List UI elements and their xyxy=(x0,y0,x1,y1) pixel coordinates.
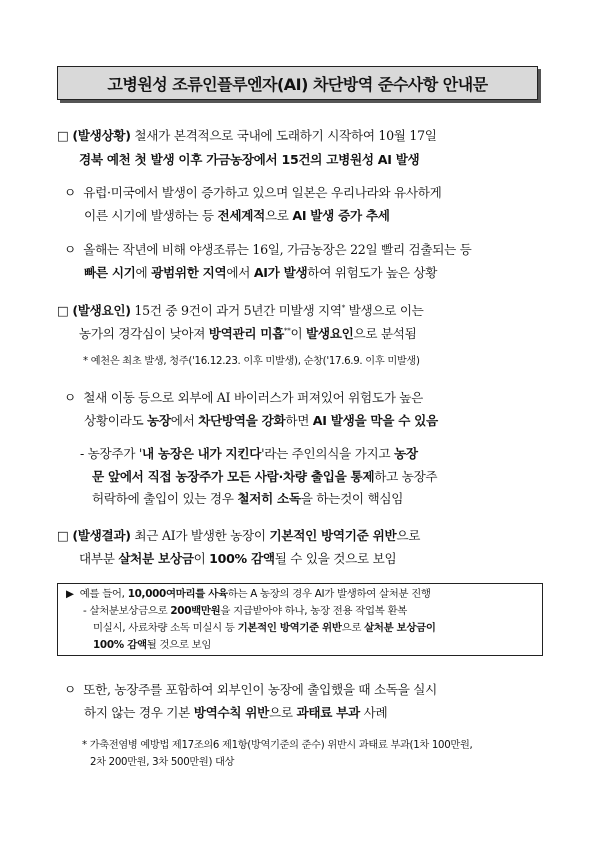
section-marker: □ xyxy=(57,128,69,143)
bullet-early-line2 xyxy=(84,264,437,281)
section-label: (발생결과) xyxy=(72,528,131,543)
text-bold: 광범위한 지역 xyxy=(151,265,227,280)
text: 미실시, 사료차량 소독 미실시 등 xyxy=(93,622,238,634)
text: 으로 xyxy=(269,705,297,720)
bullet-marker: ㅇ xyxy=(64,682,76,697)
bullet-marker: ㅇ xyxy=(64,390,76,405)
text: 사례 xyxy=(359,705,388,720)
text-bold: 기본적인 방역기준 위반 xyxy=(269,528,397,543)
text: 에서 xyxy=(226,265,254,280)
example-line4 xyxy=(93,637,211,653)
bullet-text: 유럽·미국에서 발생이 증가하고 있으며 일본은 우리나라와 유사하게 xyxy=(83,185,442,200)
dash-owner-line1 xyxy=(80,445,418,462)
text: 상황이라도 xyxy=(84,413,148,428)
section-result-line2 xyxy=(79,550,396,567)
text: 허락하에 출입이 있는 경우 xyxy=(92,491,238,506)
text: 을 지급받아야 하나, 농장 전용 작업복 환복 xyxy=(220,605,407,617)
footnote-mark: ** xyxy=(284,327,291,335)
bullet-penalty-line2 xyxy=(84,704,387,721)
law-footnote-line1: * 가축전염병 예방법 제17조의6 제1항(방역기준의 준수) 위반시 과태료 부과(1차 100만원, xyxy=(82,740,473,751)
text: '라는 주인의식을 가지고 xyxy=(261,446,394,461)
text: 될 수 있을 것으로 보임 xyxy=(274,551,397,566)
text: 농가의 경각심이 낮아져 xyxy=(79,326,209,341)
bullet-early-line1 xyxy=(64,241,472,258)
text: 으로 분석됨 xyxy=(353,326,417,341)
text-bold: 100% 감액 xyxy=(209,551,275,566)
text-bold: AI 발생을 막을 수 있음 xyxy=(312,413,438,428)
text: 에서 xyxy=(170,413,199,428)
text-bold: 200백만원 xyxy=(170,605,221,617)
text-bold: 철저히 소독 xyxy=(237,491,301,506)
law-footnote-line2: 2차 200만원, 3차 500만원) 대상 xyxy=(90,757,235,768)
text: 농장주가 ' xyxy=(87,446,143,461)
text-bold: 문 앞에서 직접 농장주가 모든 사람·차량 출입을 통제 xyxy=(92,469,375,484)
bullet-marker: ㅇ xyxy=(64,185,76,200)
bullet-marker: ㅇ xyxy=(64,242,76,257)
cause-footnote: * 예천은 최초 발생, 청주('16.12.23. 이후 미발생), 순창('17.6.9. 이후 미발생) xyxy=(83,356,420,367)
text-bold: 농장 xyxy=(147,413,171,428)
section-label: (발생상황) xyxy=(72,128,131,143)
section-marker: □ xyxy=(57,528,69,543)
document-title: 고병원성 조류인플루엔자(AI) 차단방역 준수사항 안내문 xyxy=(107,74,488,94)
text-bold: 빠른 시기 xyxy=(84,265,136,280)
text: 15건 중 9건이 과거 5년간 미발생 지역 xyxy=(134,303,342,318)
text: 하고 농장주 xyxy=(374,469,438,484)
text: 하지 않는 경우 기본 xyxy=(84,705,194,720)
example-box xyxy=(57,583,543,656)
footnote-mark: * xyxy=(341,304,345,312)
text-bold: AI 발생 증가 추세 xyxy=(292,208,390,223)
text: 이 xyxy=(193,551,210,566)
text-bold: 발생요인 xyxy=(306,326,354,341)
text-bold: 전세계적 xyxy=(217,208,265,223)
dash-marker: - xyxy=(80,446,84,461)
text: 하는 A 농장의 경우 AI가 발생하여 살처분 진행 xyxy=(227,588,431,600)
text: 에 xyxy=(135,265,152,280)
text: 발생으로 이는 xyxy=(344,303,424,318)
example-line1 xyxy=(66,586,431,602)
text-bold: 100% 감액 xyxy=(93,639,147,651)
dash-owner-line2 xyxy=(92,468,437,485)
example-line2 xyxy=(83,603,407,619)
text: 대부분 xyxy=(79,551,119,566)
text-bold: 10,000여마리를 사육 xyxy=(127,588,228,600)
section-result-line1 xyxy=(57,527,420,544)
bullet-penalty-line1 xyxy=(64,681,437,698)
text-bold: 과태료 부과 xyxy=(296,705,360,720)
bullet-trend-line1 xyxy=(64,184,441,201)
text: 예를 들어, xyxy=(79,588,128,600)
text-bold: 살처분 보상금이 xyxy=(364,622,436,634)
bullet-biosecurity-line2 xyxy=(84,412,438,429)
section-text: 철새가 본격적으로 국내에 도래하기 시작하여 10월 17일 xyxy=(134,128,437,143)
text: 으로 xyxy=(396,528,421,543)
text: 이 xyxy=(290,326,307,341)
document-title-box xyxy=(57,66,538,100)
text: 하면 xyxy=(285,413,313,428)
text: 하여 위험도가 높은 상황 xyxy=(307,265,438,280)
section-situation-line1 xyxy=(57,127,437,144)
bullet-text: 올해는 작년에 비해 야생조류는 16일, 가금농장은 22일 빨리 검출되는 등 xyxy=(83,242,472,257)
example-line3 xyxy=(93,620,436,636)
text-bold: 방역수칙 위반 xyxy=(193,705,270,720)
dash-owner-line3 xyxy=(92,490,403,507)
bullet-biosecurity-line1 xyxy=(64,389,423,406)
section-cause-line1 xyxy=(57,300,424,319)
text-bold: 농장 xyxy=(394,446,418,461)
bullet-text: 또한, 농장주를 포함하여 외부인이 농장에 출입했을 때 소독을 실시 xyxy=(83,682,437,697)
text: 최근 AI가 발생한 농장이 xyxy=(134,528,270,543)
text: 으로 xyxy=(341,622,365,634)
text: - 살처분보상금으로 xyxy=(83,605,171,617)
text-bold: AI가 발생 xyxy=(253,265,308,280)
text-bold: 살처분 보상금 xyxy=(118,551,194,566)
section-situation-line2 xyxy=(79,151,419,168)
section-marker: □ xyxy=(57,303,69,318)
bullet-text: 철새 이동 등으로 외부에 AI 바이러스가 퍼져있어 위험도가 높은 xyxy=(83,390,424,405)
text-bold: 내 농장은 내가 지킨다 xyxy=(142,446,262,461)
text-bold: 방역관리 미흡 xyxy=(208,326,285,341)
bullet-trend-line2 xyxy=(84,207,390,224)
text-bold: 차단방역을 강화 xyxy=(198,413,286,428)
section-text: 경북 예천 첫 발생 이후 가금농장에서 15건의 고병원성 AI 발생 xyxy=(79,152,420,167)
triangle-icon: ▶ xyxy=(66,588,74,600)
text: 으로 xyxy=(264,208,293,223)
text-bold: 기본적인 방역기준 위반 xyxy=(237,622,342,634)
section-cause-line2 xyxy=(79,323,417,342)
text: 이른 시기에 발생하는 등 xyxy=(84,208,218,223)
text: 을 하는것이 핵심임 xyxy=(300,491,404,506)
text: 될 것으로 보임 xyxy=(146,639,212,651)
section-label: (발생요인) xyxy=(72,303,131,318)
